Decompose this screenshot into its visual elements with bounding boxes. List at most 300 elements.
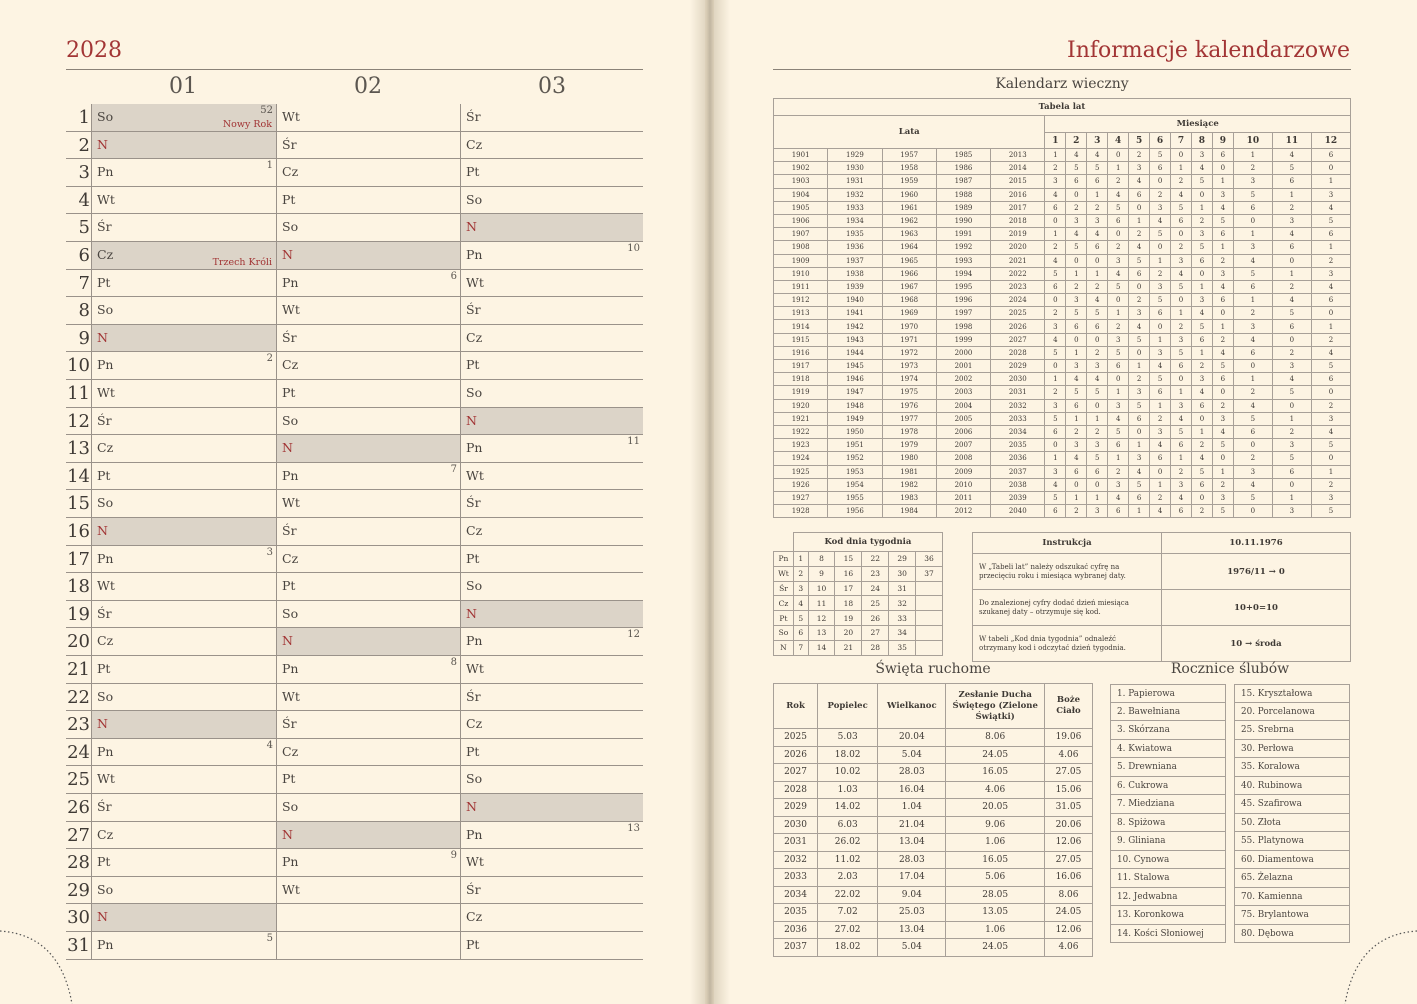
code-cell: 3 <box>1171 478 1192 491</box>
year-cell: 1910 <box>774 267 828 280</box>
day-cell <box>276 877 460 904</box>
weekday-abbr: Wt <box>97 385 115 400</box>
code-cell: 6 <box>1129 412 1150 425</box>
feast-date: 25.03 <box>878 904 946 922</box>
code-cell: 2 <box>1171 465 1192 478</box>
year-cell: 1967 <box>882 280 936 293</box>
day-cell <box>91 463 276 490</box>
code-cell: 3 <box>1233 241 1272 254</box>
year-cell: 1995 <box>936 280 990 293</box>
day-cell <box>276 270 460 297</box>
code-cell: 5 <box>1191 320 1212 333</box>
code-cell: 0 <box>1171 149 1192 162</box>
code-cell: 3 <box>1087 360 1108 373</box>
weekday-abbr: Wt <box>97 191 115 207</box>
weekday-abbr: N <box>97 716 108 732</box>
code-cell: 4 <box>1108 188 1129 201</box>
code-cell: 2 <box>1272 201 1311 214</box>
anniversary-item: 12. Jedwabna <box>1110 888 1226 907</box>
feast-year: 2032 <box>774 851 818 869</box>
instruction-row <box>973 590 1351 626</box>
code-cell: 5 <box>1171 201 1192 214</box>
year-cell: 1944 <box>828 346 882 359</box>
code-cell: 3 <box>1233 320 1272 333</box>
code-cell: 6 <box>1272 241 1311 254</box>
year-cell: 1951 <box>828 439 882 452</box>
weekday-abbr: So <box>97 881 114 897</box>
year-cell: 1990 <box>936 214 990 227</box>
anniversary-item: 9. Gliniana <box>1110 832 1226 851</box>
day-cell <box>276 104 460 131</box>
year-cell: 1958 <box>882 162 936 175</box>
feast-date: 24.05 <box>1044 904 1092 922</box>
code-cell: 4 <box>1233 254 1272 267</box>
day-row <box>66 463 643 491</box>
code-cell: 2 <box>1311 333 1350 346</box>
day-cell <box>276 766 460 793</box>
year-cell: 1901 <box>774 149 828 162</box>
day-row <box>66 739 643 767</box>
feast-row <box>774 851 1093 869</box>
weekday-abbr: So <box>97 109 114 124</box>
code-value: 3 <box>793 581 808 596</box>
years-row <box>774 412 1351 425</box>
code-cell: 3 <box>1272 360 1311 373</box>
code-cell: 1 <box>1150 333 1171 346</box>
feast-year: 2030 <box>774 816 818 834</box>
code-cell: 5 <box>1066 386 1087 399</box>
code-cell: 3 <box>1191 373 1212 386</box>
anniversaries-col-2 <box>1234 684 1350 943</box>
year-cell: 2000 <box>936 346 990 359</box>
code-cell: 4 <box>1191 307 1212 320</box>
weekday-abbr: Śr <box>466 302 481 318</box>
day-cell <box>276 904 460 931</box>
week-number: 7 <box>450 463 457 475</box>
feast-date: 20.05 <box>946 799 1045 817</box>
feast-date: 20.04 <box>878 729 946 747</box>
weekday-abbr: Cz <box>97 440 114 456</box>
month-number: 8 <box>1191 133 1212 149</box>
feast-row <box>774 834 1093 852</box>
year-cell: 1966 <box>882 267 936 280</box>
weekday-abbr: So <box>466 385 483 400</box>
code-cell: 5 <box>1045 412 1066 425</box>
code-cell: 5 <box>1171 425 1192 438</box>
year-cell: 1968 <box>882 294 936 307</box>
year-cell: 1974 <box>882 373 936 386</box>
code-cell: 0 <box>1150 241 1171 254</box>
year-cell: 2002 <box>936 373 990 386</box>
code-cell: 0 <box>1045 214 1066 227</box>
code-cell: 1 <box>1212 320 1233 333</box>
year-cell: 2001 <box>936 360 990 373</box>
year-cell: 2021 <box>991 254 1045 267</box>
code-cell: 1 <box>1272 491 1311 504</box>
day-cell <box>460 380 643 407</box>
day-cell <box>460 408 643 435</box>
year-cell: 1977 <box>882 412 936 425</box>
weekday-abbr: Wt <box>466 467 484 483</box>
weekday-abbr: Cz <box>466 909 483 925</box>
header-rule <box>773 69 1351 70</box>
code-cell: 3 <box>1311 188 1350 201</box>
code-cell: 5 <box>1212 505 1233 518</box>
day-cell <box>460 352 643 379</box>
day-cell <box>276 490 460 517</box>
code-value: 2 <box>793 566 808 581</box>
code-cell: 1 <box>1066 491 1087 504</box>
code-cell: 6 <box>1045 201 1066 214</box>
year-cell: 2003 <box>936 386 990 399</box>
code-cell: 3 <box>1171 254 1192 267</box>
year-cell: 1969 <box>882 307 936 320</box>
code-cell: 2 <box>1129 373 1150 386</box>
weekday-abbr: N <box>466 412 477 428</box>
year-cell: 1940 <box>828 294 882 307</box>
year-cell: 1950 <box>828 425 882 438</box>
day-row <box>66 849 643 877</box>
day-cell <box>276 739 460 766</box>
code-cell: 2 <box>1191 505 1212 518</box>
weekday-abbr: So <box>466 191 483 207</box>
day-row <box>66 187 643 215</box>
code-cell: 0 <box>1191 412 1212 425</box>
perpetual-calendar-title: Kalendarz wieczny <box>995 76 1129 92</box>
day-cell <box>460 546 643 573</box>
day-cell <box>91 159 276 186</box>
year-cell: 1902 <box>774 162 828 175</box>
code-cell: 4 <box>1150 505 1171 518</box>
week-number: 10 <box>627 243 640 254</box>
code-cell: 1 <box>1150 399 1171 412</box>
day-cell <box>91 656 276 683</box>
feast-date: 19.06 <box>1044 729 1092 747</box>
year-cell: 1985 <box>936 149 990 162</box>
month-number: 1 <box>1045 133 1066 149</box>
day-cell <box>460 822 643 849</box>
weekday-abbr: Pn <box>282 854 299 870</box>
day-cell <box>460 435 643 462</box>
weekday-label: So <box>774 625 794 640</box>
year-cell: 1927 <box>774 491 828 504</box>
left-page <box>0 0 705 1004</box>
year-title: 2028 <box>66 38 122 63</box>
year-cell: 1999 <box>936 333 990 346</box>
anniversary-item: 6. Cukrowa <box>1110 777 1226 796</box>
day-number: 25 <box>67 769 90 791</box>
year-cell: 1989 <box>936 201 990 214</box>
code-cell: 6 <box>1171 214 1192 227</box>
year-cell: 1956 <box>828 505 882 518</box>
code-cell: 5 <box>1150 294 1171 307</box>
code-cell: 1 <box>1212 465 1233 478</box>
feast-date: 27.02 <box>818 921 878 939</box>
anniversary-item: 4. Kwiatowa <box>1110 740 1226 759</box>
weekday-abbr: N <box>97 329 108 345</box>
code-cell: 6 <box>1212 373 1233 386</box>
year-cell: 1904 <box>774 188 828 201</box>
feast-date: 26.02 <box>818 834 878 852</box>
code-cell: 5 <box>1108 346 1129 359</box>
code-cell: 6 <box>1171 360 1192 373</box>
day-cell <box>460 297 643 324</box>
day-number: 6 <box>78 245 90 266</box>
day-row <box>66 518 643 546</box>
weekday-abbr: Śr <box>97 412 112 428</box>
code-cell: 3 <box>1212 491 1233 504</box>
day-cell <box>460 518 643 545</box>
year-cell: 1955 <box>828 491 882 504</box>
year-cell: 1976 <box>882 399 936 412</box>
day-cell <box>460 159 643 186</box>
feast-date: 15.06 <box>1044 781 1092 799</box>
weekday-abbr: Pt <box>97 854 111 870</box>
code-cell: 0 <box>1272 333 1311 346</box>
year-cell: 1962 <box>882 214 936 227</box>
code-value: 7 <box>793 640 808 655</box>
year-cell: 1911 <box>774 280 828 293</box>
year-cell: 2022 <box>991 267 1045 280</box>
code-cell: 6 <box>1311 373 1350 386</box>
movable-feasts-title: Święta ruchome <box>875 661 991 677</box>
code-cell: 1 <box>1129 505 1150 518</box>
code-cell: 2 <box>1171 175 1192 188</box>
year-cell: 2005 <box>936 412 990 425</box>
code-cell: 5 <box>1087 452 1108 465</box>
years-table-caption: Tabela lat <box>774 99 1351 116</box>
month-number: 5 <box>1129 133 1150 149</box>
code-cell: 0 <box>1087 399 1108 412</box>
day-cell <box>460 104 643 131</box>
year-cell: 2014 <box>991 162 1045 175</box>
code-cell: 3 <box>1150 201 1171 214</box>
feast-date: 5.03 <box>818 729 878 747</box>
day-row <box>66 684 643 712</box>
code-cell: 4 <box>1212 346 1233 359</box>
code-cell: 6 <box>1191 478 1212 491</box>
code-cell: 3 <box>1108 478 1129 491</box>
code-cell: 1 <box>1212 241 1233 254</box>
code-cell: 5 <box>1150 149 1171 162</box>
anniversary-item: 15. Kryształowa <box>1234 684 1350 703</box>
years-row <box>774 228 1351 241</box>
code-cell: 2 <box>1233 386 1272 399</box>
code-cell: 4 <box>1045 254 1066 267</box>
code-cell: 4 <box>1311 280 1350 293</box>
code-value <box>916 611 943 626</box>
code-cell: 0 <box>1171 228 1192 241</box>
code-cell: 1 <box>1311 175 1350 188</box>
code-cell: 6 <box>1150 452 1171 465</box>
month-header-02: 02 <box>354 74 382 99</box>
code-cell: 5 <box>1233 188 1272 201</box>
week-number: 5 <box>266 933 273 944</box>
code-cell: 0 <box>1129 425 1150 438</box>
day-row <box>66 656 643 684</box>
code-value: 21 <box>835 640 862 655</box>
day-cell <box>460 270 643 297</box>
feast-row <box>774 939 1093 957</box>
code-cell: 6 <box>1129 267 1150 280</box>
day-cell <box>91 435 276 462</box>
year-cell: 1975 <box>882 386 936 399</box>
month-number: 12 <box>1311 133 1350 149</box>
code-cell: 2 <box>1066 505 1087 518</box>
year-cell: 2011 <box>936 491 990 504</box>
weekday-abbr: N <box>282 440 293 456</box>
year-cell: 1997 <box>936 307 990 320</box>
year-cell: 1981 <box>882 465 936 478</box>
feast-row <box>774 799 1093 817</box>
day-cell <box>460 132 643 159</box>
year-cell: 1973 <box>882 360 936 373</box>
code-cell: 2 <box>1311 399 1350 412</box>
feast-date: 16.05 <box>946 851 1045 869</box>
day-cell <box>91 132 276 159</box>
anniversary-item: 40. Rubinowa <box>1234 777 1350 796</box>
year-cell: 1926 <box>774 478 828 491</box>
code-cell: 2 <box>1045 307 1066 320</box>
weekday-abbr: Cz <box>282 164 299 180</box>
year-cell: 2018 <box>991 214 1045 227</box>
code-cell: 2 <box>1045 162 1066 175</box>
feast-year: 2036 <box>774 921 818 939</box>
years-row <box>774 333 1351 346</box>
feast-date: 13.04 <box>878 834 946 852</box>
code-cell: 1 <box>1045 452 1066 465</box>
code-cell: 5 <box>1108 280 1129 293</box>
years-row <box>774 320 1351 333</box>
weekday-abbr: Wt <box>466 274 484 290</box>
day-cell <box>276 187 460 214</box>
instruction-row <box>973 554 1351 590</box>
weekday-abbr: Wt <box>282 495 300 511</box>
weekday-abbr: Wt <box>282 688 300 704</box>
day-cell <box>91 877 276 904</box>
weekday-abbr: Pt <box>466 357 480 373</box>
day-cell <box>91 546 276 573</box>
year-cell: 1952 <box>828 452 882 465</box>
year-cell: 2040 <box>991 505 1045 518</box>
code-cell: 5 <box>1129 254 1150 267</box>
code-cell: 4 <box>1066 149 1087 162</box>
year-cell: 1988 <box>936 188 990 201</box>
code-cell: 2 <box>1233 452 1272 465</box>
code-cell: 5 <box>1045 346 1066 359</box>
code-cell: 6 <box>1311 149 1350 162</box>
day-number: 26 <box>67 797 90 818</box>
code-cell: 6 <box>1066 320 1087 333</box>
code-cell: 0 <box>1272 254 1311 267</box>
code-cell: 4 <box>1171 188 1192 201</box>
feast-date: 13.05 <box>946 904 1045 922</box>
year-cell: 1954 <box>828 478 882 491</box>
weekday-code-row <box>774 596 943 611</box>
week-number: 4 <box>266 739 273 751</box>
code-cell: 2 <box>1212 333 1233 346</box>
code-cell: 1 <box>1108 162 1129 175</box>
code-cell: 3 <box>1066 360 1087 373</box>
weekday-code-row <box>774 566 943 581</box>
code-cell: 3 <box>1150 346 1171 359</box>
feast-date: 28.03 <box>878 851 946 869</box>
day-cell <box>91 380 276 407</box>
weekday-abbr: Śr <box>466 109 481 124</box>
feast-date: 16.06 <box>1044 869 1092 887</box>
day-cell <box>460 684 643 711</box>
weekday-abbr: Śr <box>282 523 297 538</box>
code-cell: 0 <box>1066 478 1087 491</box>
code-cell: 5 <box>1087 307 1108 320</box>
year-cell: 2010 <box>936 478 990 491</box>
feast-date: 10.02 <box>818 764 878 782</box>
weekday-abbr: So <box>97 688 114 704</box>
code-cell: 1 <box>1150 478 1171 491</box>
year-cell: 1942 <box>828 320 882 333</box>
month-number: 10 <box>1233 133 1272 149</box>
code-cell: 1 <box>1066 346 1087 359</box>
code-cell: 0 <box>1272 399 1311 412</box>
code-cell: 1 <box>1045 228 1066 241</box>
years-row <box>774 360 1351 373</box>
code-cell: 5 <box>1171 346 1192 359</box>
weekday-abbr: Cz <box>282 743 299 759</box>
day-cell <box>91 214 276 241</box>
years-row <box>774 307 1351 320</box>
code-cell: 5 <box>1191 241 1212 254</box>
years-label: Lata <box>774 116 1045 149</box>
code-value: 18 <box>835 596 862 611</box>
weekday-abbr: Pn <box>466 440 483 456</box>
code-value: 32 <box>889 596 916 611</box>
year-cell: 2035 <box>991 439 1045 452</box>
code-cell: 1 <box>1212 175 1233 188</box>
weekday-abbr: Pt <box>282 578 296 594</box>
weekday-abbr: Pn <box>282 467 299 483</box>
years-row <box>774 214 1351 227</box>
code-cell: 5 <box>1311 505 1350 518</box>
code-cell: 5 <box>1066 162 1087 175</box>
feast-date: 13.04 <box>878 921 946 939</box>
code-cell: 5 <box>1191 175 1212 188</box>
code-cell: 6 <box>1150 386 1171 399</box>
code-cell: 5 <box>1087 386 1108 399</box>
day-number: 31 <box>67 935 90 956</box>
year-cell: 1945 <box>828 360 882 373</box>
month-header-01: 01 <box>169 74 197 99</box>
year-cell: 2034 <box>991 425 1045 438</box>
code-cell: 2 <box>1087 201 1108 214</box>
feast-date: 27.05 <box>1044 764 1092 782</box>
code-cell: 4 <box>1272 149 1311 162</box>
year-cell: 2039 <box>991 491 1045 504</box>
code-value: 34 <box>889 625 916 640</box>
weekday-abbr: N <box>97 523 108 538</box>
code-cell: 3 <box>1066 439 1087 452</box>
day-cell <box>276 932 460 959</box>
code-cell: 1 <box>1045 149 1066 162</box>
years-row <box>774 346 1351 359</box>
feast-date: 1.04 <box>878 799 946 817</box>
month-number: 7 <box>1171 133 1192 149</box>
code-cell: 3 <box>1272 439 1311 452</box>
code-value: 1 <box>793 552 808 567</box>
code-cell: 0 <box>1171 294 1192 307</box>
weekday-abbr: Śr <box>97 605 112 621</box>
code-cell: 0 <box>1108 294 1129 307</box>
year-cell: 1957 <box>882 149 936 162</box>
